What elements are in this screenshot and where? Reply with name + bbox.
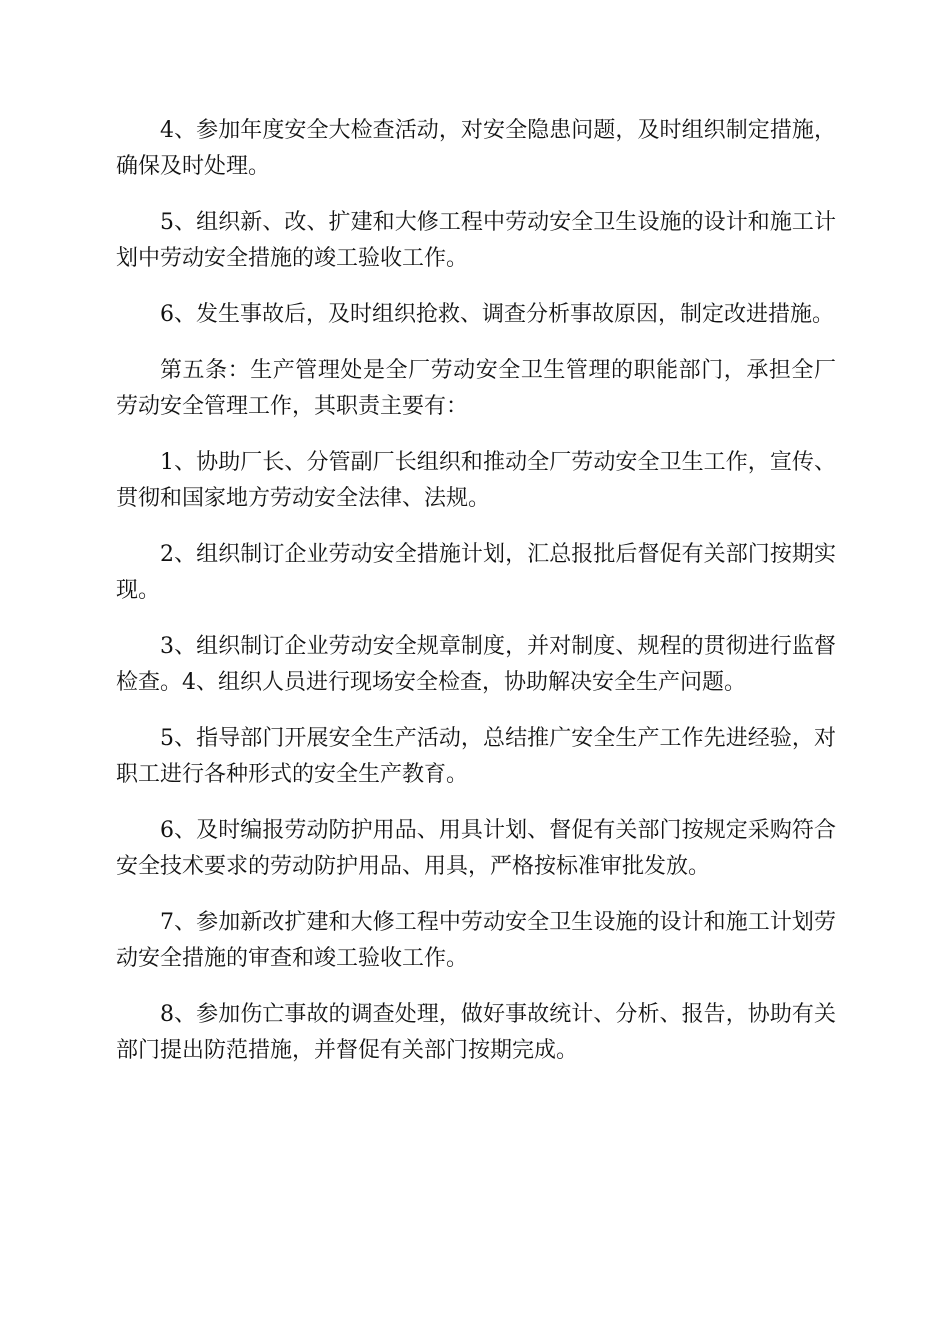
- paragraph-duty-5: 5、指导部门开展安全生产活动，总结推广安全生产工作先进经验，对职工进行各种形式的安全生产教育。: [116, 726, 836, 787]
- paragraph-item-4-safety-inspection: 4、参加年度安全大检查活动，对安全隐患问题，及时组织制定措施，确保及时处理。: [116, 118, 836, 179]
- paragraph-duty-7: 7、参加新改扩建和大修工程中劳动安全卫生设施的设计和施工计划劳动安全措施的审查和竣工验收工作。: [116, 910, 836, 971]
- paragraph-item-5-project-acceptance: 5、组织新、改、扩建和大修工程中劳动安全卫生设施的设计和施工计划中劳动安全措施的竣工验收工作。: [116, 210, 836, 271]
- paragraph-duty-6: 6、及时编报劳动防护用品、用具计划、督促有关部门按规定采购符合安全技术要求的劳动防护用品、用具，严格按标准审批发放。: [116, 818, 836, 879]
- document-body: [116, 113, 836, 1089]
- paragraph-duty-3-4: 3、组织制订企业劳动安全规章制度，并对制度、规程的贯彻进行监督检查。4、组织人员进行现场安全检查，协助解决安全生产问题。: [116, 634, 836, 695]
- paragraph-article-5: 第五条：生产管理处是全厂劳动安全卫生管理的职能部门，承担全厂劳动安全管理工作，其职责主要有：: [116, 358, 836, 419]
- paragraph-item-6-accident-response: 6、发生事故后，及时组织抢救、调查分析事故原因，制定改进措施。: [160, 302, 834, 327]
- paragraph-duty-8: 8、参加伤亡事故的调查处理，做好事故统计、分析、报告，协助有关部门提出防范措施，并督促有关部门按期完成。: [116, 1002, 836, 1063]
- paragraph-duty-1: 1、协助厂长、分管副厂长组织和推动全厂劳动安全卫生工作，宣传、贯彻和国家地方劳动安全法律、法规。: [116, 450, 836, 511]
- paragraph-duty-2: 2、组织制订企业劳动安全措施计划，汇总报批后督促有关部门按期实现。: [116, 542, 836, 603]
